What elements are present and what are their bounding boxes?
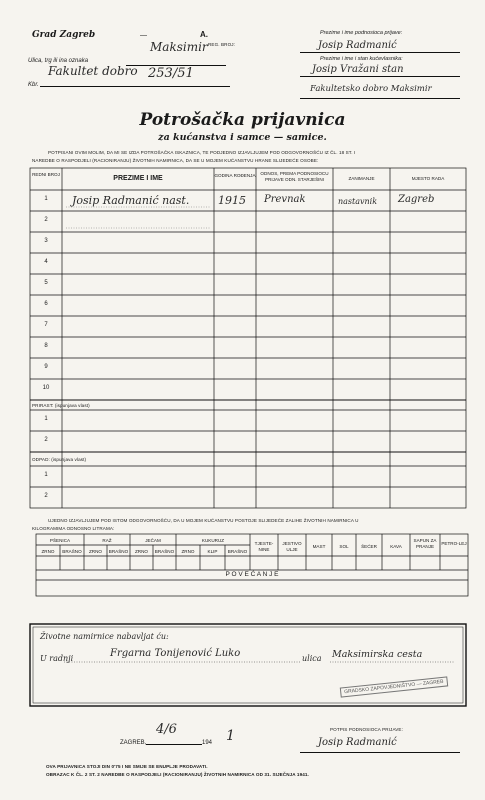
intro-line-2: NAREDBE O RASPODJELI (RACIONIRANJU) ŽIVOTNIH NAMIRNICA, DA SE U MOJEM KUĆANSTVU HRANE SLIJEDEĆE OSOBE: [32, 158, 319, 163]
sub-zrno: ZRNO [181, 549, 195, 554]
city-label: Grad Zagreb [32, 30, 96, 40]
ulica-label: ulica [302, 654, 322, 663]
street-value: Maksimir [150, 40, 208, 54]
owner-address: Fakultetsko dobro Maksimir [310, 84, 432, 94]
row-number: 8 [44, 343, 48, 349]
col-godina: GODINA ROĐENJA [214, 173, 256, 178]
sub-brasno: BRAŠNO [227, 549, 248, 554]
sub-zrno: ZRNO [41, 549, 55, 554]
prirast-label: PRIRAST: (ispunjava vlast) [32, 403, 90, 408]
col-odnos: ODNOS, PREMA PODNOSIOCU PRIJAVE ODN. STARJEŠINI [260, 171, 329, 182]
signature-label: POTPIS PODNOSIOCA PRIJAVE: [330, 727, 403, 732]
row1-year: 1915 [218, 194, 246, 207]
row-number: 10 [42, 385, 50, 391]
sub-brasno: BRAŠNO [108, 549, 129, 554]
row-number: 6 [44, 301, 48, 307]
reg-label: REG. BROJ: [208, 42, 236, 47]
row-number: 2 [44, 437, 48, 443]
shop-name: Frgarna Tonijenović Luko [110, 648, 241, 659]
stock-jecam: JEČAM [145, 538, 161, 543]
street-line2: Fakultet dobro [48, 64, 138, 78]
year-digit: 1 [226, 728, 235, 744]
sub-brasno: BRAŠNO [62, 549, 82, 554]
stock-psenica: PŠENICA [49, 538, 71, 543]
applicant-label: Prezime i ime podnosioca prijave: [320, 30, 403, 36]
povecanje-label: P O V E Ć A N J E [225, 571, 279, 578]
col-petrolej: PETRO-LEJ [441, 541, 467, 546]
owner-label: Prezime i ime i stan kućevlasnika: [320, 56, 403, 62]
sub-klip: KLIP [207, 549, 218, 554]
stock-line-2: KILOGRAMIMA ODNOSNO LITRAMA: [32, 526, 115, 531]
footer-note-1: OVA PRIJAVNICA STOJI DIN 0'75 I NE SMIJE SE ENUPLJE PRODAVATI. [46, 764, 208, 769]
col-mjesto: MJESTO RADA [411, 176, 445, 181]
row-number: 2 [44, 217, 48, 223]
col-tjestenine: TJESTE-NINE [254, 541, 274, 552]
row-number: 1 [44, 472, 48, 478]
stock-line-1: UJEDNO IZJAVLJUJEM POD ISTOM ODGOVORNOŠĆU, DA U MOJEM KUĆANSTVU POSTOJE SLIJEDEĆE ZALIHE ŽIVOTNIH NAMIRNICA U [48, 518, 359, 523]
col-sol: SOL [339, 544, 349, 549]
office-stamp: GRADSKO ZAPOVJEDNIŠTVO — ZAGREB [340, 676, 448, 697]
row-number: 4 [44, 259, 48, 265]
form-letter: A. [200, 30, 208, 39]
street-label: Ulica, trg ili ina oznaka [28, 58, 89, 64]
stock-raz: RAŽ [102, 538, 112, 543]
year-prefix: 194 [202, 740, 213, 746]
col-ulje: JESTIVO ULJE [282, 541, 302, 552]
row-number: 2 [44, 493, 48, 499]
place-label: ZAGREB, [120, 740, 147, 746]
form-subtitle: za kućanstva i samce — samice. [158, 132, 327, 143]
col-secer: ŠEĆER [361, 544, 377, 549]
signature: Josip Radmanić [318, 737, 397, 748]
form-title: Potrošačka prijavnica [139, 110, 346, 130]
sub-zrno: ZRNO [88, 549, 102, 554]
sub-zrno: ZRNO [134, 549, 148, 554]
owner-value: Josip Vražani stan [312, 64, 404, 75]
row-number: 3 [44, 238, 48, 244]
footer-note-2: OBRAZAC K ČL. 2 ST. 2 NAREDBE O RASPODJELI (RACIONIRANJU) ŽIVOTNIH NAMIRNICA OD 31. SIJEČNJA 1941. [46, 772, 309, 777]
row-number: 1 [44, 416, 48, 422]
row1-name: Josip Radmanić nast. [72, 194, 190, 207]
col-sapun: SAPUN ZA PRANJE [413, 538, 437, 549]
col-prezime-ime: PREZIME I IME [113, 175, 163, 182]
kbr-label: Kbr. [28, 82, 39, 88]
row-number: 1 [44, 196, 48, 202]
dash-mark: — [140, 32, 147, 39]
supply-label: Životne namirnice nabavljat ću: [40, 632, 169, 641]
u-radnji-label: U radnji [40, 654, 74, 663]
stock-kukuruz: KUKURUZ [201, 538, 225, 543]
row1-relation: Prevnak [264, 194, 306, 205]
row1-place: Zagreb [398, 194, 435, 205]
row-number: 7 [44, 322, 48, 328]
col-redni-broj: REDNI BROJ [32, 172, 60, 177]
col-mast: MAST [312, 544, 326, 549]
row-number: 5 [44, 280, 48, 286]
intro-line-1: POTPISANI OVIM MOLIM, DA MI SE IZDA POTROŠAČKA ISKAZNICA, TE PODJEDNO IZJAVLJUJEM POD ODGOVORNOŠĆU IZ ČL. 18 ST. I [48, 150, 356, 155]
row1-occupation: nastavnik [338, 197, 378, 206]
reg-value: 253/51 [148, 66, 194, 81]
shop-street: Maksimirska cesta [332, 649, 423, 660]
col-kava: KAVA [390, 544, 402, 549]
sub-brasno: BRAŠNO [154, 549, 175, 554]
date-value: 4/6 [156, 722, 177, 737]
applicant-value: Josip Radmanić [318, 40, 397, 51]
col-zanimanje: ZANIMANJE [348, 176, 375, 181]
odpad-label: ODPAD: (ispunjava vlast) [32, 457, 87, 462]
row-number: 9 [44, 364, 48, 370]
